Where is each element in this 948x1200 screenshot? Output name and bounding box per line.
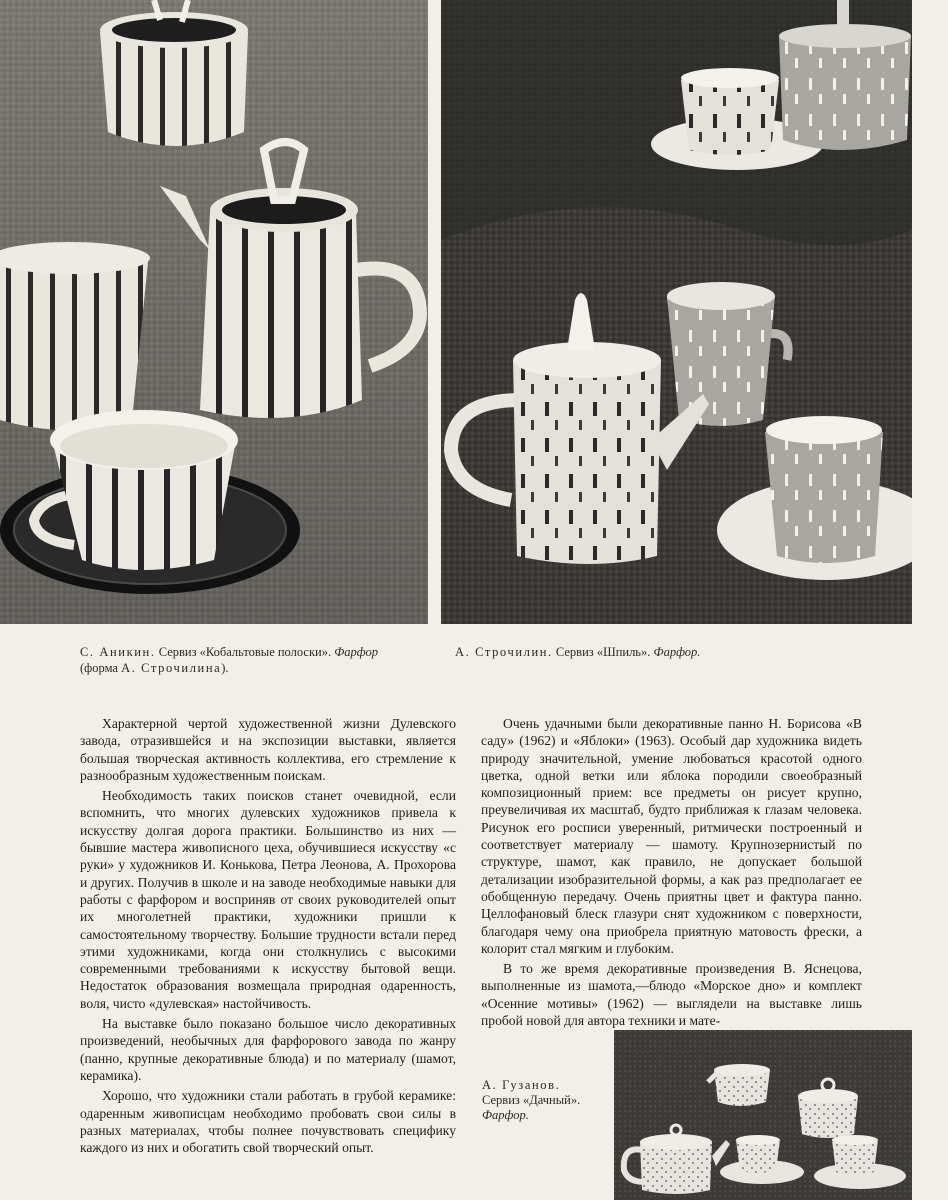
caption-small-photo <box>482 1078 607 1123</box>
paragraph: Хорошо, что художники стали работать в грубой керамике: одаренным живописцам необходимо пробовать свои силы в разных материалах, чтобы полнее почувствовать специфику каждого из них и обогатить свой творческий опыт. <box>80 1088 456 1156</box>
caption-material: Фарфор. <box>653 645 701 659</box>
dotted-service-illustration <box>614 1030 912 1200</box>
caption-left-photo <box>80 644 425 676</box>
cup <box>34 410 238 570</box>
photo-cobalt-stripes-service <box>0 0 428 624</box>
caption-author: А. Гузанов. <box>482 1078 561 1092</box>
dashed-service-illustration <box>441 0 912 624</box>
caption-title: Сервиз «Дачный». <box>482 1093 581 1107</box>
paragraph: На выставке было показано большое число декоративных произведений, необычных для фарфорового завода по жанру (панно, крупные декоративные блюда) и по материалу (шамот, керамика). <box>80 1016 456 1083</box>
paragraph: В то же время декоративные произведения В. Яснецова, выполненные из шамота,—блюдо «Морское дно» и комплект «Осенние мотивы» (1962) — выглядели на выставке лишь пробой новой для автора техники и мате- <box>481 961 862 1029</box>
creamer-jug <box>0 242 150 430</box>
caption-title: Сервиз «Кобальтовые полоски». <box>158 645 332 659</box>
photo-dachny-service <box>614 1030 912 1200</box>
caption-right-photo <box>455 644 875 660</box>
paragraph: Очень удачными были декоративные панно Н. Борисова «В саду» (1962) и «Яблоки» (1963). Особый дар художника видеть природу значительной, умение любоваться красотой одного цветка, одной ветки или яблока породили своеобразный композиционный прием: все предметы он рисует крупно, преувеличивая их масштаб, будто приближая к глазам человека. Рисунок его росписи уверенный, ритмически построенный и соответствует материалу — шамоту. Крупнозернистый по структуре, шамот, как правило, не допускает большой детализации изобразительной формы, а как раз предполагает ее обобщенную передачу. Очень приятны цвет и фактура панно. Целлофановый блеск глазури снят художником с поверхности, благодаря чему она приобрела приятную матовость фрески, а колорит стал мягким и глубоким. <box>481 716 862 956</box>
article-left-column <box>80 715 456 1156</box>
caption-author: А. Строчилин. <box>455 645 553 659</box>
paragraph: Необходимость таких поисков станет очевидной, если вспомнить, что многих дулевских художников привела к искусству долгая дорога практики. Большинство из них — бывшие мастера живописного цеха, обучившиеся искусству «с руки» у художников И. Конькова, Петра Леонова, А. Прохорова и других. Получив в школе и на заводе необходимые навыки для работы с фарфором и восприняв от своих руководителей опыт их многолетней практики, художники пришли к самостоятельному творчеству. Большие трудности встали перед этими художниками, когда они столкнулись с высокими современными требованиями к искусству бытовой вещи. Недостаток образования возмещала природная одаренность, воля, чисто «дулевская» настойчивость. <box>80 788 456 1011</box>
sugar-bowl <box>100 0 248 146</box>
article-right-column <box>481 715 862 1029</box>
caption-title: Сервиз «Шпиль». <box>555 645 651 659</box>
caption-author: С. Аникин. <box>80 645 156 659</box>
caption-form-author: А. Строчилина <box>121 661 222 675</box>
photo-shpil-service <box>441 0 912 624</box>
striped-service-illustration <box>0 0 428 624</box>
caption-form-suffix: ). <box>221 661 229 675</box>
paragraph: Характерной чертой художественной жизни Дулевского завода, отразившейся и на экспозиции выставки, является большая творческая активность коллектива, его стремление к разнообразным художественным поискам. <box>80 716 456 783</box>
caption-form-prefix: (форма <box>80 661 118 675</box>
caption-material: Фарфор <box>334 645 379 659</box>
caption-material: Фарфор. <box>482 1108 529 1122</box>
